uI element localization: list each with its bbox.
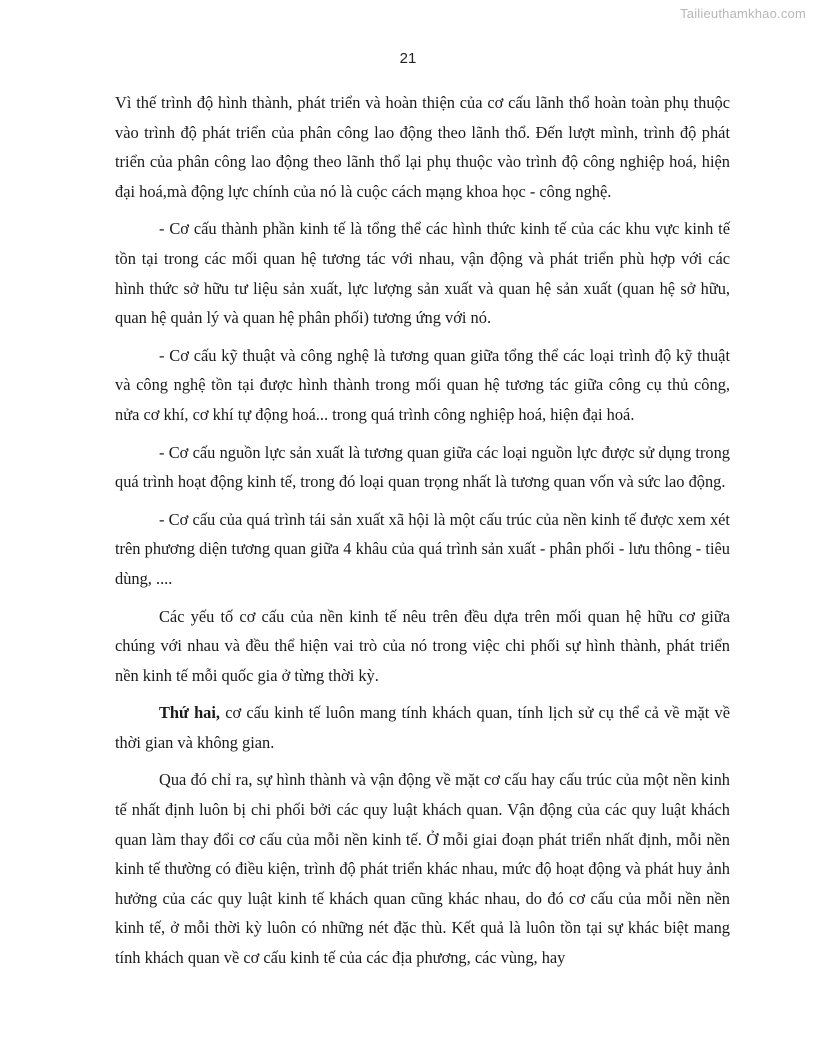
- paragraph-8: Qua đó chỉ ra, sự hình thành và vận động về mặt cơ cấu hay cấu trúc của một nền kinh tế nhất định luôn bị chi phối bởi các quy luật khách quan. Vận động của các quy luật khách quan làm thay đổi cơ cấu của mỗi nền kinh tế. Ở mỗi giai đoạn phát triển nhất định, mỗi nền kinh tế thường có điều kiện, trình độ phát triển khác nhau, mức độ hoạt động và phát huy ảnh hưởng của các quy luật kinh tế khách quan cũng khác nhau, do đó cơ cấu của mỗi nền nền kinh tế, ở mỗi thời kỳ luôn có những nét đặc thù. Kết quả là luôn tồn tại sự khác biệt mang tính khách quan về cơ cấu kinh tế của các địa phương, các vùng, hay: [115, 770, 730, 968]
- paragraph-6: Các yếu tố cơ cấu của nền kinh tế nêu trên đều dựa trên mối quan hệ hữu cơ giữa chúng với nhau và đều thể hiện vai trò của nó trong việc chi phối sự hình thành, phát triển nền kinh tế mỗi quốc gia ở từng thời kỳ.: [115, 606, 730, 685]
- document-body: [115, 88, 730, 981]
- paragraph-4: - Cơ cấu nguồn lực sản xuất là tương quan giữa các loại nguồn lực được sử dụng trong quá trình hoạt động kinh tế, trong đó loại quan trọng nhất là tương quan vốn và sức lao động.: [115, 442, 730, 492]
- paragraph-7-text: cơ cấu kinh tế luôn mang tính khách quan, tính lịch sử cụ thể cả về mặt về thời gian và không gian.: [115, 703, 730, 752]
- watermark: Tailieuthamkhao.com: [680, 6, 806, 21]
- paragraph-3: - Cơ cấu kỹ thuật và công nghệ là tương quan giữa tổng thể các loại trình độ kỹ thuật và công nghệ tồn tại được hình thành trong mối quan hệ tương tác giữa công cụ thủ công, nửa cơ khí, cơ khí tự động hoá... trong quá trình công nghiệp hoá, hiện đại hoá.: [115, 345, 730, 424]
- paragraph-2: - Cơ cấu thành phần kinh tế là tổng thể các hình thức kinh tế của các khu vực kinh tế tồn tại trong các mối quan hệ tương tác với nhau, vận động và phát triển phù hợp với các hình thức sở hữu tư liệu sản xuất, lực lượng sản xuất và quan hệ sản xuất (quan hệ sở hữu, quan hệ quản lý và quan hệ phân phối) tương ứng với nó.: [115, 219, 730, 328]
- page-number: 21: [399, 50, 417, 67]
- paragraph-1: Vì thế trình độ hình thành, phát triển và hoàn thiện của cơ cấu lãnh thổ hoàn toàn phụ thuộc vào trình độ phát triển của phân công lao động theo lãnh thổ. Đến lượt mình, trình độ phát triển của phân công lao động theo lãnh thổ lại phụ thuộc vào trình độ công nghiệp hoá, hiện đại hoá,mà động lực chính của nó là cuộc cách mạng khoa học - công nghệ.: [115, 93, 730, 201]
- paragraph-7: [115, 698, 730, 757]
- paragraph-7-lead: Thứ hai,: [159, 703, 221, 723]
- paragraph-5: - Cơ cấu của quá trình tái sản xuất xã hội là một cấu trúc của nền kinh tế được xem xét trên phương diện tương quan giữa 4 khâu của quá trình sản xuất - phân phối - lưu thông - tiêu dùng, ....: [115, 509, 730, 588]
